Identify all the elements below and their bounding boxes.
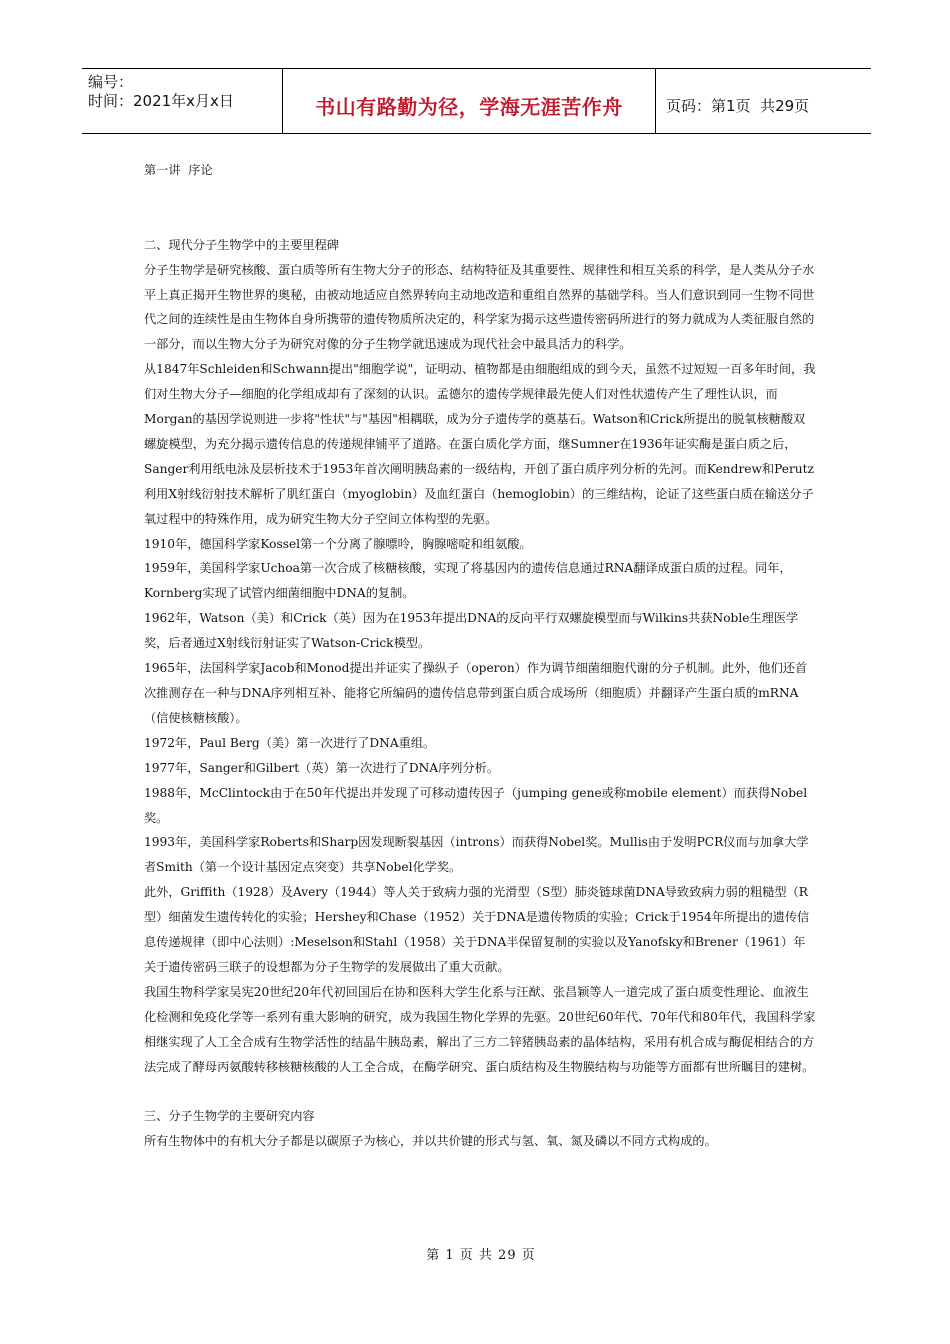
paragraph: 所有生物体中的有机大分子都是以碳原子为核心，并以共价键的形式与氢、氧、氮及磷以不同方式构成的。 <box>144 1134 717 1149</box>
date-line: 时间：2021年x月x日 <box>88 92 234 110</box>
section-heading-2: 二、现代分子生物学中的主要里程碑 <box>144 237 339 252</box>
paragraph: 1965年，法国科学家Jacob和Monod提出并证实了操纵子（operon）作为调节细菌细胞代谢的分子机制。此外，他们还首次推测存在一种与DNA序列相互补、能将它所编码的遗传信息带到蛋白质合成场所（细胞质）并翻译产生蛋白质的mRNA（信使核糖核酸）。 <box>144 661 808 725</box>
paragraph: 1959年，美国科学家Uchoa第一次合成了核糖核酸，实现了将基因内的遗传信息通过RNA翻译成蛋白质的过程。同年，Kornberg实现了试管内细菌细胞中DNA的复制。 <box>144 561 792 601</box>
page-footer: 第 1 页 共 29 页 <box>426 1248 536 1263</box>
section-heading-3: 三、分子生物学的主要研究内容 <box>144 1109 315 1124</box>
paragraph: 1988年，McClintock由于在50年代提出并发现了可移动遗传因子（jumping gene或称mobile element）而获得Nobel奖。 <box>144 785 808 825</box>
document-body <box>144 158 816 1154</box>
spacer <box>144 1080 816 1105</box>
paragraph: 分子生物学是研究核酸、蛋白质等所有生物大分子的形态、结构特征及其重要性、规律性和相互关系的科学，是人类从分子水平上真正揭开生物世界的奥秘，由被动地适应自然界转向主动地改造和重组自然界的基础学科。当人们意识到同一生物不同世代之间的连续性是由生物体自身所携带的遗传物质所决定的，科学家为揭示这些遗传密码所进行的努力就成为人类征服自然的一部分，而以生物大分子为研究对像的分子生物学就迅速成为现代社会中最具活力的科学。 <box>144 262 815 352</box>
serial-number-label: 编号： <box>88 73 134 91</box>
paragraph: 1977年，Sanger和Gilbert（英）第一次进行了DNA序列分析。 <box>144 760 500 775</box>
paragraph: 1910年，德国科学家Kossel第一个分离了腺嘌呤，胸腺嘧啶和组氨酸。 <box>144 536 532 551</box>
header-page-info: 页码：第1页 共29页 <box>666 96 810 115</box>
header-meta-cell <box>82 69 283 133</box>
paragraph: 此外，Griffith（1928）及Avery（1944）等人关于致病力强的光滑型（S型）肺炎链球菌DNA导致致病力弱的粗糙型（R型）细菌发生遗传转化的实验；Hershey和Chase（1952）关于DNA是遗传物质的实验；Crick于1954年所提出的遗传信息传递规律（即中心法则）:Meselson和Stahl（1958）关于DNA半保留复制的实验以及Yanofsky和Brener（1961）年关于遗传密码三联子的设想都为分子生物学的发展做出了重大贡献。 <box>144 885 810 974</box>
paragraph: 1962年，Watson（美）和Crick（英）因为在1953年提出DNA的反向平行双螺旋模型而与Wilkins共获Noble生理医学奖，后者通过X射线衍射证实了Watson-Crick模型。 <box>144 611 799 651</box>
lecture-title: 第一讲 序论 <box>144 163 213 177</box>
header-motto: 书山有路勤为径，学海无涯苦作舟 <box>283 69 656 133</box>
paragraph: 1993年，美国科学家Roberts和Sharp因发现断裂基因（introns）而获得Nobel奖。Mullis由于发明PCR仪而与加拿大学者Smith（第一个设计基因定点突变）共享Nobel化学奖。 <box>144 835 809 875</box>
page-header <box>82 68 871 134</box>
paragraph: 我国生物科学家吴宪20世纪20年代初回国后在协和医科大学生化系与汪猷、张昌颖等人一道完成了蛋白质变性理论、血液生化检测和免疫化学等一系列有重大影响的研究，成为我国生物化学界的先驱。20世纪60年代、70年代和80年代，我国科学家相继实现了人工全合成有生物学活性的结晶牛胰岛素，解出了三方二锌猪胰岛素的晶体结构，采用有机合成与酶促相结合的方法完成了酵母丙氨酸转移核糖核酸的人工全合成，在酶学研究、蛋白质结构及生物膜结构与功能等方面都有世所瞩目的建树。 <box>144 984 816 1074</box>
spacer <box>144 208 816 233</box>
paragraph: 1972年，Paul Berg（美）第一次进行了DNA重组。 <box>144 735 436 750</box>
paragraph: 从1847年Schleiden和Schwann提出"细胞学说"，证明动、植物都是由细胞组成的到今天，虽然不过短短一百多年时间，我们对生物大分子—细胞的化学组成却有了深刻的认识。孟德尔的遗传学规律最先使人们对性状遗传产生了理性认识，而Morgan的基因学说则进一步将"性状"与"基因"相耦联，成为分子遗传学的奠基石。Watson和Crick所提出的脱氧核糖酸双螺旋模型，为充分揭示遗传信息的传递规律铺平了道路。在蛋白质化学方面，继Sumner在1936年证实酶是蛋白质之后，Sanger利用纸电泳及层析技术于1953年首次阐明胰岛素的一级结构，开创了蛋白质序列分析的先河。而Kendrew和Perutz利用X射线衍射技术解析了肌红蛋白（myoglobin）及血红蛋白（hemoglobin）的三维结构，论证了这些蛋白质在输送分子氧过程中的特殊作用，成为研究生物大分子空间立体构型的先驱。 <box>144 362 816 526</box>
